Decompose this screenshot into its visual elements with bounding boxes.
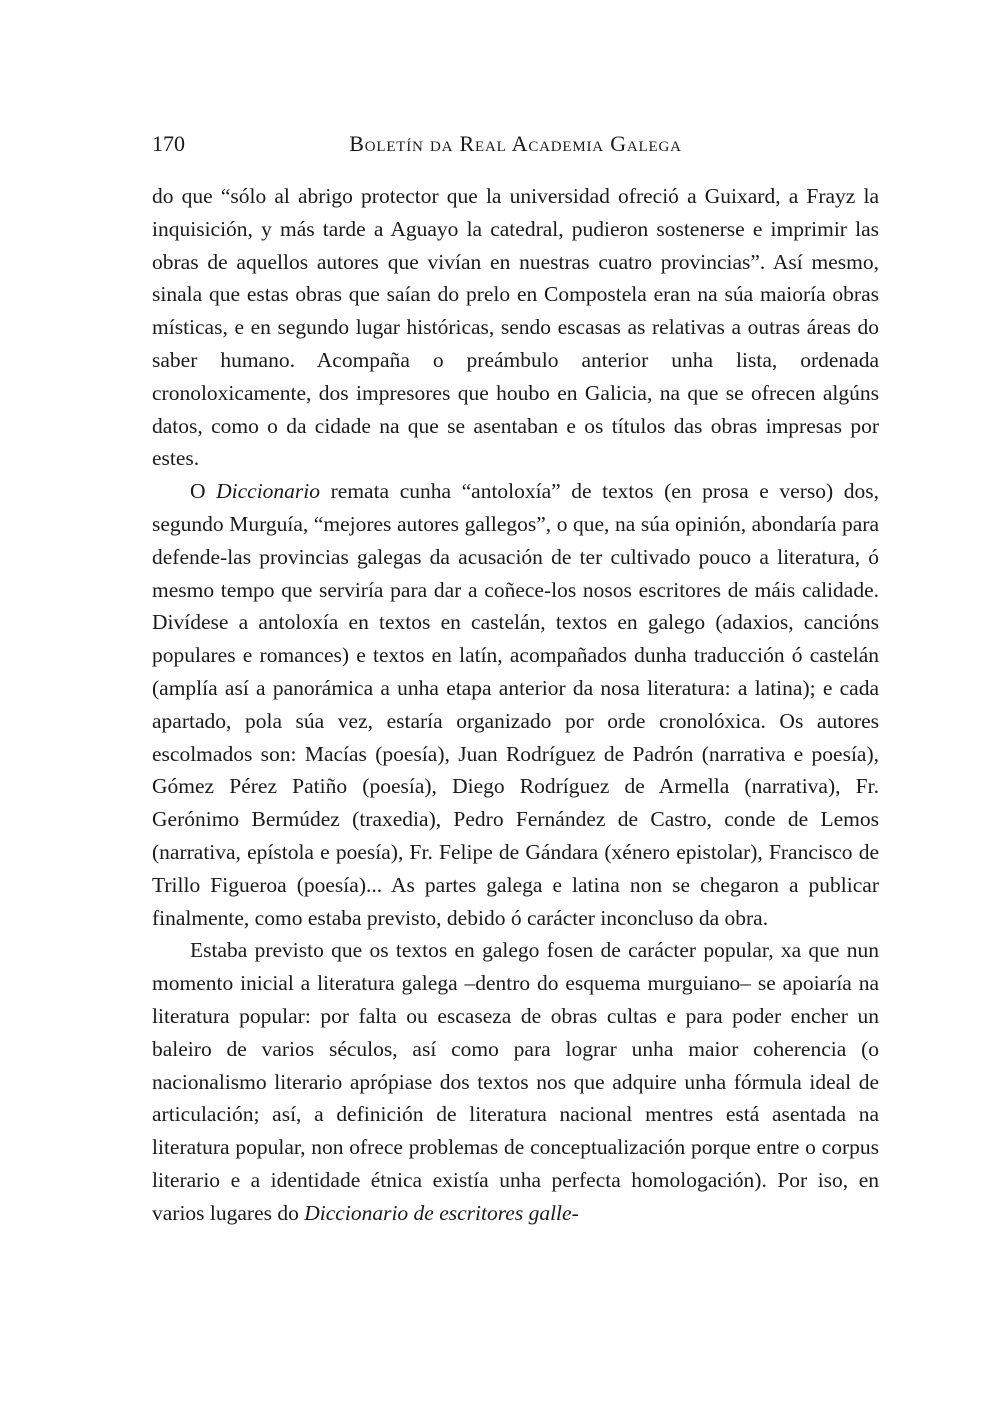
body-text: [152, 180, 879, 1230]
page-number: 170: [152, 131, 185, 156]
text-segment: do que “sólo al abrigo protector que la universidad ofreció a Guixard, a Frayz la inquisición, y más tarde a Aguayo la catedral, pudieron sostenerse e imprimir las obras de aquellos autores que vivían en nuestras cuatro provincias”. Así mesmo, sinala que estas obras que saían do prelo en Compostela eran na súa maioría obras místicas, e en segundo lugar históricas, sendo escasas as relativas a outras áreas do saber humano. Acompaña o preámbulo anterior unha lista, ordenada cronoloxicamente, dos impresores que houbo en Galicia, na que se ofrecen algúns datos, como o da cidade na que se asentaban e os títulos das obras impresas por estes.: [152, 184, 879, 471]
italic-text-segment: Diccionario de escritores galle-: [304, 1200, 579, 1225]
text-segment: Estaba previsto que os textos en galego fosen de carácter popular, xa que nun momento inicial a literatura galega –dentro do esquema murguiano– se apoiaría na literatura popular: por falta ou escaseza de obras cultas e para poder encher un baleiro de varios séculos, así como para lograr unha maior coherencia (o nacionalismo literario aprópiase dos textos nos que adquire unha fórmula ideal de articulación; así, a definición de literatura nacional mentres está asentada na literatura popular, non ofrece problemas de conceptualización porque entre o corpus literario e a identidade étnica existía unha perfecta homologación). Por iso, en varios lugares do: [152, 938, 879, 1225]
paragraph: [152, 180, 879, 475]
text-block: [152, 130, 879, 1230]
text-segment: O: [190, 479, 217, 504]
text-segment: remata cunha “antoloxía” de textos (en prosa e verso) dos, segundo Murguía, “mejores autores gallegos”, o que, na súa opinión, abondaría para defende-las provincias galegas da acusación de ter cultivado pouco a literatura, ó mesmo tempo que serviría para dar a coñece-los nosos escritores de máis calidade. Divídese a antoloxía en textos en castelán, textos en galego (adaxios, cancións populares e romances) e textos en latín, acompañados dunha traducción ó castelán (amplía así a panorámica a unha etapa anterior da nosa literatura: a latina); e cada apartado, pola súa vez, estaría organizado por orde cronolóxica. Os autores escolmados son: Macías (poesía), Juan Rodríguez de Padrón (narrativa e poesía), Gómez Pérez Patiño (poesía), Diego Rodríguez de Armella (narrativa), Fr. Gerónimo Bermúdez (traxedia), Pedro Fernández de Castro, conde de Lemos (narrativa, epístola e poesía), Fr. Felipe de Gándara (xénero epistolar), Francisco de Trillo Figueroa (poesía)... As partes galega e latina non se chegaron a publicar finalmente, como estaba previsto, debido ó carácter inconcluso da obra.: [152, 479, 879, 930]
italic-text-segment: Diccionario: [216, 479, 321, 504]
page-header: [152, 130, 879, 158]
paragraph: [152, 475, 879, 934]
running-title: Boletín da Real Academia Galega: [349, 131, 682, 156]
paragraph: [152, 934, 879, 1229]
